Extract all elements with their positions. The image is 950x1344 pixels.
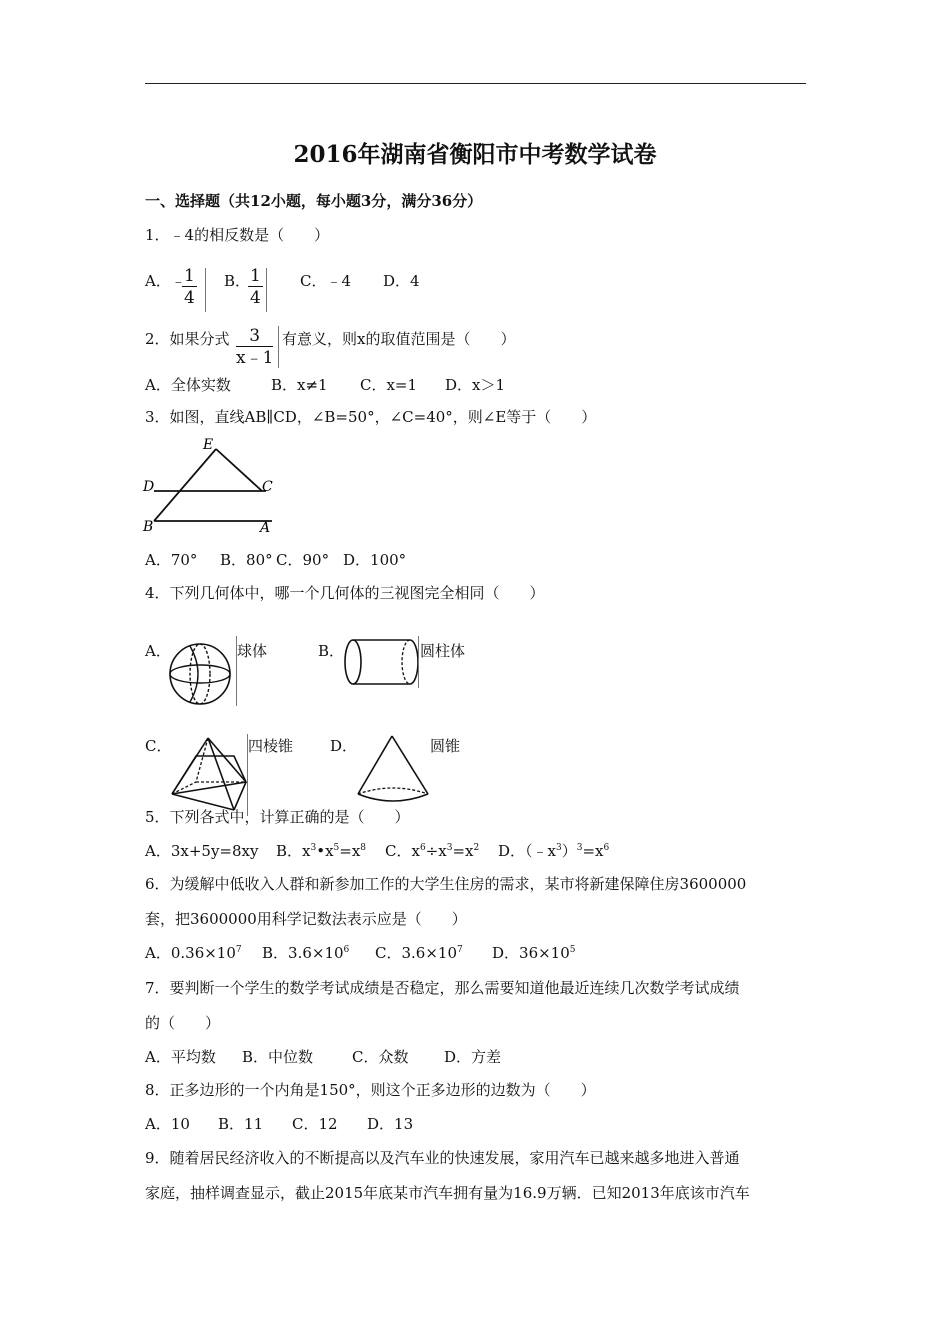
sphere-icon xyxy=(162,636,240,708)
exponent: 6 xyxy=(419,843,426,853)
question-8-stem: 8．正多边形的一个内角是150°，则这个正多边形的边数为（ ） xyxy=(145,1081,596,1099)
expr-text: C．x xyxy=(385,842,420,860)
q2-option-d: D．x＞1 xyxy=(445,376,506,394)
exponent: 6 xyxy=(603,843,610,853)
q7-option-a: A．平均数 xyxy=(145,1048,216,1066)
crop-line xyxy=(418,636,419,688)
question-1-stem: 1．﹣4的相反数是（ ） xyxy=(145,226,330,244)
exponent: 7 xyxy=(457,945,463,955)
expr-text: D．（﹣x xyxy=(498,842,556,860)
expr-text: C．3.6×10 xyxy=(375,944,457,962)
exponent: 6 xyxy=(343,945,350,955)
q4-option-d-label: D． xyxy=(330,737,358,755)
exponent: 8 xyxy=(360,843,367,853)
q4-option-b-label: B． xyxy=(318,642,345,660)
expr-text: D．36×10 xyxy=(492,944,570,962)
q1-option-b-fraction xyxy=(248,266,263,309)
line-ec xyxy=(216,449,262,491)
question-7-line-1: 7．要判断一个学生的数学考试成绩是否稳定，那么需要知道他最近连续几次数学考试成绩 xyxy=(145,979,740,997)
expr-text: •x xyxy=(316,842,334,860)
q1-option-c: C．﹣4 xyxy=(300,272,352,290)
q1-option-a-label: A．﹣ xyxy=(145,272,186,290)
question-3-stem: 3．如图，直线AB∥CD，∠B=50°，∠C=40°，则∠E等于（ ） xyxy=(145,408,597,426)
q6-option-d xyxy=(492,942,576,963)
fraction-denominator: 4 xyxy=(184,288,195,308)
q8-option-d: D．13 xyxy=(367,1115,414,1133)
q8-option-a: A．10 xyxy=(145,1115,190,1133)
expr-text: =x xyxy=(339,842,361,860)
q4-option-c-label: C． xyxy=(145,737,172,755)
q3-option-d: D．100° xyxy=(343,551,407,569)
fraction-denominator: x﹣1 xyxy=(236,348,274,368)
exponent: 5 xyxy=(333,843,340,853)
q4-option-a-text: 球体 xyxy=(237,642,268,660)
q2-option-c: C．x=1 xyxy=(360,376,418,394)
q5-option-b xyxy=(276,840,366,861)
crop-line xyxy=(266,268,267,312)
section-heading: 一、选择题（共12小题，每小题3分，满分36分） xyxy=(145,192,483,210)
page-title: 2016年湖南省衡阳市中考数学试卷 xyxy=(293,141,657,168)
fraction-numerator: 1 xyxy=(250,266,261,286)
q7-option-d: D．方差 xyxy=(444,1048,502,1066)
crop-line xyxy=(205,268,206,312)
exponent: 5 xyxy=(569,945,576,955)
q4-option-c-text: 四棱锥 xyxy=(248,737,294,755)
q2-option-b: B．x≠1 xyxy=(271,376,328,394)
q5-option-a: A．3x+5y=8xy xyxy=(145,842,259,860)
question-5-stem: 5．下列各式中，计算正确的是（ ） xyxy=(145,808,410,826)
expr-text: =x xyxy=(582,842,604,860)
header-rule xyxy=(145,83,806,84)
q1-option-b-label: B． xyxy=(224,272,251,290)
q1-option-a-fraction xyxy=(182,266,197,309)
question-9-line-1: 9．随着居民经济收入的不断提高以及汽车业的快速发展，家用汽车已越来越多地进入普通 xyxy=(145,1149,740,1167)
q2-option-a: A．全体实数 xyxy=(145,376,231,394)
fraction-numerator: 1 xyxy=(184,266,195,286)
q3-option-b: B．80° xyxy=(220,551,273,569)
line-be xyxy=(154,449,216,521)
question-9-line-2: 家庭，抽样调查显示，截止2015年底某市汽车拥有量为16.9万辆．已知2013年底该市汽车 xyxy=(145,1184,750,1202)
crop-line xyxy=(278,326,279,368)
expr-text: B．3.6×10 xyxy=(262,944,344,962)
q5-option-d xyxy=(498,840,609,861)
exponent: 7 xyxy=(235,945,242,955)
q6-option-b xyxy=(262,942,349,963)
q3-parallel-lines-figure xyxy=(140,433,280,535)
exponent: 3 xyxy=(310,843,317,853)
expr-text: B．x xyxy=(276,842,311,860)
label-d: D xyxy=(143,479,155,495)
question-2-stem-pre: 2．如果分式 xyxy=(145,330,230,348)
q3-option-c: C．90° xyxy=(276,551,330,569)
question-2-stem-post: 有意义，则x的取值范围是（ ） xyxy=(282,330,516,348)
cylinder-icon xyxy=(338,636,422,690)
exponent: 3 xyxy=(576,843,583,853)
q8-option-b: B．11 xyxy=(218,1115,264,1133)
q1-option-d: D．4 xyxy=(383,272,420,290)
question-4-stem: 4．下列几何体中，哪一个几何体的三视图完全相同（ ） xyxy=(145,584,545,602)
q3-option-a: A．70° xyxy=(145,551,198,569)
label-e: E xyxy=(203,437,214,453)
question-6-line-2: 套，把3600000用科学记数法表示应是（ ） xyxy=(145,910,467,928)
expr-text: ÷x xyxy=(425,842,447,860)
exponent: 3 xyxy=(446,843,453,853)
cone-icon xyxy=(352,732,436,804)
label-c: C xyxy=(262,479,273,495)
q8-option-c: C．12 xyxy=(292,1115,338,1133)
expr-text: ） xyxy=(561,842,577,860)
q4-option-a-label: A． xyxy=(145,642,171,660)
label-a: A xyxy=(260,520,271,535)
exponent: 3 xyxy=(556,843,562,853)
q7-option-c: C．众数 xyxy=(352,1048,409,1066)
fraction-denominator: 4 xyxy=(250,288,261,308)
q6-option-c xyxy=(375,942,463,963)
question-7-line-2: 的（ ） xyxy=(145,1014,221,1032)
q4-option-d-text: 圆锥 xyxy=(430,737,461,755)
expr-text: A．0.36×10 xyxy=(145,944,236,962)
expr-text: =x xyxy=(452,842,474,860)
q7-option-b: B．中位数 xyxy=(242,1048,314,1066)
q6-option-a xyxy=(145,942,242,963)
label-b: B xyxy=(143,519,154,535)
exponent: 2 xyxy=(473,843,480,853)
q5-option-c xyxy=(385,840,479,861)
fraction-numerator: 3 xyxy=(236,326,273,347)
question-6-line-1: 6．为缓解中低收入人群和新参加工作的大学生住房的需求，某市将新建保障住房3600000 xyxy=(145,875,747,893)
q2-fraction xyxy=(236,326,273,369)
q4-option-b-text: 圆柱体 xyxy=(420,642,466,660)
